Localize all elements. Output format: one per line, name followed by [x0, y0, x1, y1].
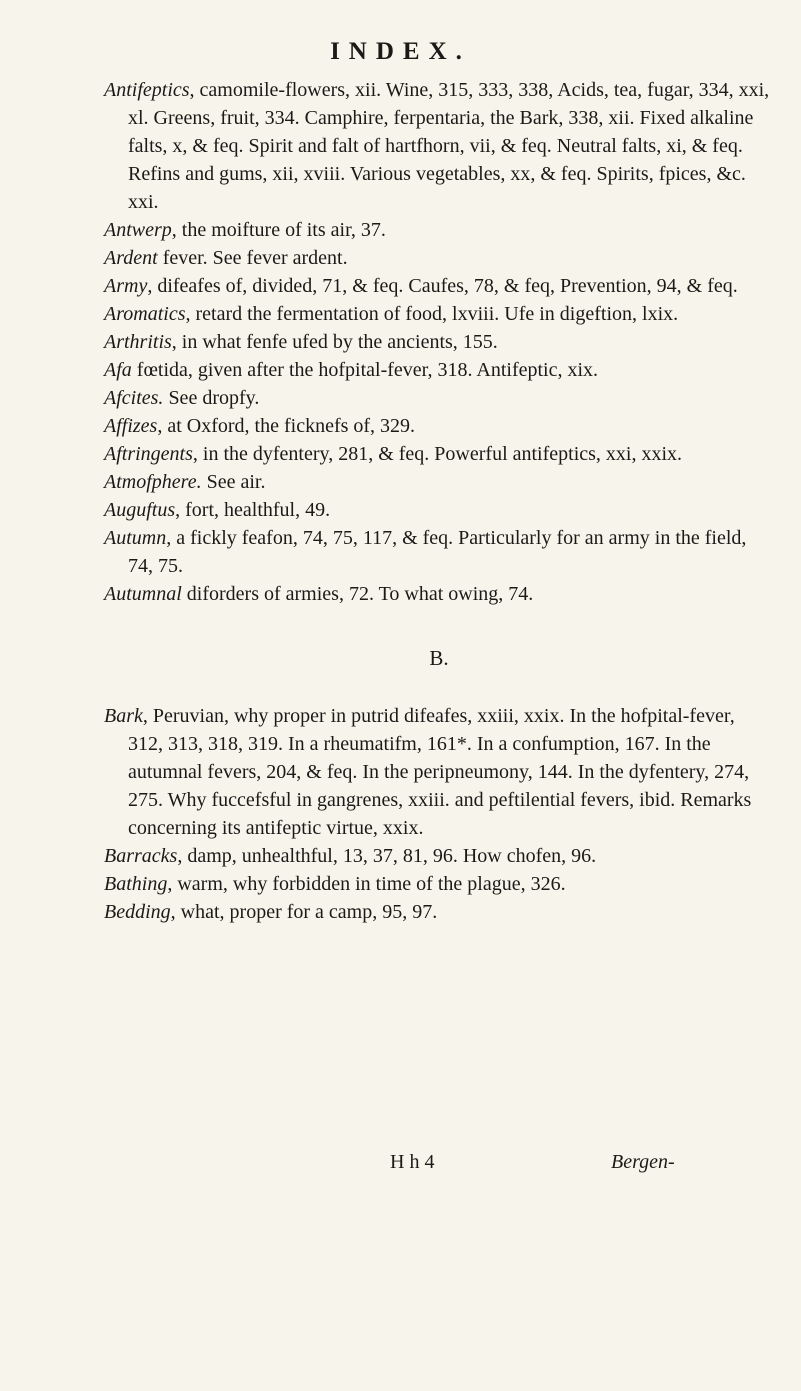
- entry-text: , the moifture of its air, 37.: [171, 219, 386, 241]
- entry-text: , camomile-flowers, xii. Wine, 315, 333, 338, Acids, tea, fugar, 334, xxi, xl. Greens, fruit, 334. Camphire, ferpentaria, the Bark, 338, xii. Fixed alkaline falts, x, & feq. Spirit and falt of hartfhorn, vii, & feq. Neutral falts, xi, & feq. Refins and gums, xii, xviii. Various vegetables, xx, & feq. Spirits, fpices, &c. xxi.: [128, 79, 770, 213]
- entry-headword: Affizes: [104, 415, 158, 437]
- index-entry: [104, 580, 774, 608]
- entry-text: , damp, unhealthful, 13, 37, 81, 96. How chofen, 96.: [177, 845, 597, 867]
- entry-text: See air.: [201, 471, 266, 493]
- entry-headword: Auguftus: [104, 499, 176, 521]
- index-entry: [104, 412, 774, 440]
- entry-text: fever. See fever ardent.: [157, 247, 348, 269]
- index-entry: [104, 216, 774, 244]
- entry-text: , difeafes of, divided, 71, & feq. Caufes, 78, & feq, Prevention, 94, & feq.: [147, 275, 738, 297]
- entry-headword: Autumn: [104, 527, 167, 549]
- entry-text: diforders of armies, 72. To what owing, 74.: [181, 583, 534, 605]
- index-entry: [104, 496, 774, 524]
- entry-headword: Bathing: [104, 873, 168, 895]
- entry-headword: Atmofphere.: [104, 471, 202, 493]
- index-entry: [104, 440, 774, 468]
- entry-text: , in the dyfentery, 281, & feq. Powerful antifeptics, xxi, xxix.: [192, 443, 683, 465]
- index-entry: [104, 524, 774, 580]
- entry-text: , fort, healthful, 49.: [175, 499, 331, 521]
- index-entries: [104, 76, 774, 926]
- index-entry: [104, 328, 774, 356]
- entry-text: , warm, why forbidden in time of the plague, 326.: [167, 873, 566, 895]
- entry-headword: Army: [104, 275, 148, 297]
- entry-headword: Antifeptics: [104, 79, 190, 101]
- entry-headword: Afa: [104, 359, 132, 381]
- page-footer: [0, 1151, 801, 1181]
- entry-headword: Ardent: [104, 247, 158, 269]
- index-entry: [104, 272, 774, 300]
- index-entry: [104, 898, 774, 926]
- index-entry: [104, 384, 774, 412]
- index-entry: [104, 870, 774, 898]
- index-entry: [104, 244, 774, 272]
- index-entry: [104, 76, 774, 216]
- index-entry: [104, 300, 774, 328]
- entry-headword: Bedding: [104, 901, 171, 923]
- index-entry: [104, 842, 774, 870]
- entry-text: , in what fenfe ufed by the ancients, 155.: [171, 331, 498, 353]
- section-b: [104, 702, 774, 926]
- entry-text: , what, proper for a camp, 95, 97.: [170, 901, 438, 923]
- index-entry: [104, 356, 774, 384]
- entry-headword: Autumnal: [104, 583, 182, 605]
- entry-headword: Bark: [104, 705, 143, 727]
- entry-text: , at Oxford, the ficknefs of, 329.: [157, 415, 416, 437]
- entry-headword: Barracks: [104, 845, 178, 867]
- entry-headword: Arthritis: [104, 331, 172, 353]
- entry-text: , a fickly feafon, 74, 75, 117, & feq. Particularly for an army in the field, 74, 75.: [128, 527, 747, 577]
- index-entry: [104, 468, 774, 496]
- entry-text: , retard the fermentation of food, lxviii. Ufe in digeftion, lxix.: [185, 303, 679, 325]
- signature-mark: H h 4: [390, 1151, 435, 1173]
- index-entry: [104, 702, 774, 842]
- page-header: INDEX.: [330, 38, 471, 65]
- catchword: Bergen-: [611, 1151, 675, 1173]
- entry-text: fœtida, given after the hofpital-fever, 318. Antifeptic, xix.: [131, 359, 599, 381]
- entry-text: , Peruvian, why proper in putrid difeafes, xxiii, xxix. In the hofpital-fever, 312, 313, 318, 319. In a rheumatifm, 161*. In a confumption, 167. In the autumnal fevers, 204, & feq. In the peripneumony, 144. In the dyfentery, 274, 275. Why fuccefsful in gangrenes, xxiii. and peftilential fevers, ibid. Remarks concerning its antifeptic virtue, xxix.: [128, 705, 752, 839]
- entry-text: See dropfy.: [163, 387, 260, 409]
- entry-headword: Afcites.: [104, 387, 164, 409]
- entry-headword: Aftringents: [104, 443, 193, 465]
- entry-headword: Antwerp: [104, 219, 172, 241]
- entry-headword: Aromatics: [104, 303, 186, 325]
- section-letter: B.: [429, 646, 449, 670]
- section-a: [104, 76, 774, 608]
